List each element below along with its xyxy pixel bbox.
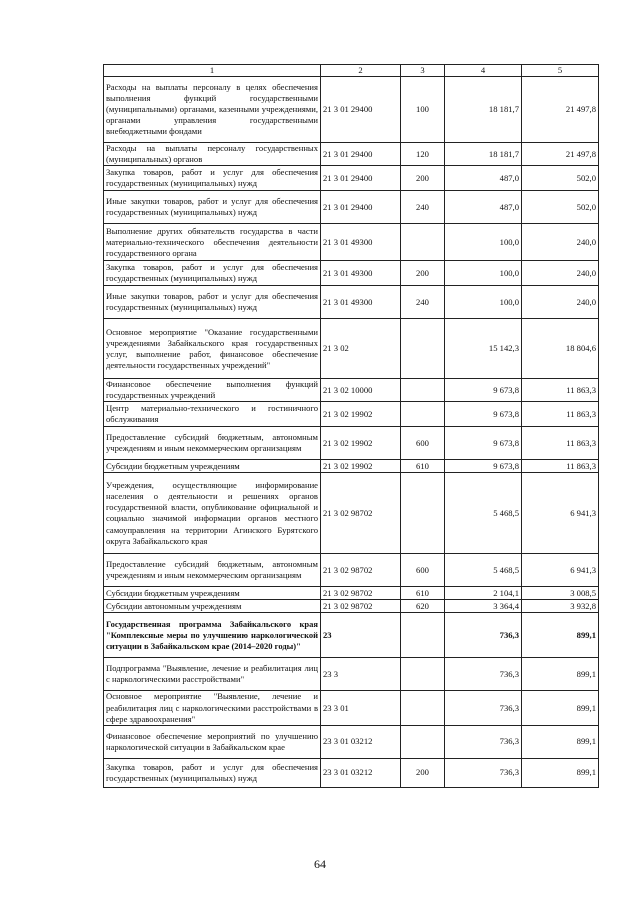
row-code: 23 3 01 [321, 691, 401, 725]
table-row [104, 319, 599, 379]
table-row [104, 758, 599, 787]
table-row [104, 691, 599, 725]
column-number-3: 3 [401, 65, 445, 77]
row-code: 21 3 01 29400 [321, 166, 401, 191]
row-amount-2017: 736,3 [445, 613, 522, 658]
row-name: Субсидии бюджетным учреждениям [104, 460, 321, 473]
table-row [104, 402, 599, 427]
row-amount-2017: 736,3 [445, 758, 522, 787]
row-code: 21 3 02 19902 [321, 402, 401, 427]
row-amount-2018: 502,0 [522, 191, 599, 224]
row-amount-2017: 100,0 [445, 224, 522, 261]
table-row [104, 473, 599, 554]
row-amount-2017: 100,0 [445, 286, 522, 319]
row-code: 21 3 02 98702 [321, 554, 401, 587]
row-amount-2018: 899,1 [522, 758, 599, 787]
row-expense-type: 200 [401, 166, 445, 191]
row-amount-2017: 2 104,1 [445, 587, 522, 600]
row-amount-2018: 240,0 [522, 224, 599, 261]
row-code: 21 3 01 29400 [321, 77, 401, 143]
row-name: Выполнение других обязательств государства в части материально-технического обеспечения деятельности государственного органа [104, 224, 321, 261]
row-code: 21 3 02 [321, 319, 401, 379]
row-amount-2018: 240,0 [522, 261, 599, 286]
budget-table [103, 64, 599, 788]
row-code: 23 3 01 03212 [321, 758, 401, 787]
row-code: 21 3 02 10000 [321, 379, 401, 402]
row-code: 23 3 [321, 658, 401, 691]
row-code: 23 [321, 613, 401, 658]
row-code: 21 3 02 19902 [321, 427, 401, 460]
row-amount-2017: 9 673,8 [445, 379, 522, 402]
row-name: Государственная программа Забайкальского края "Комплексные меры по улучшению наркологической ситуации в Забайкальском крае (2014–2020 годы)" [104, 613, 321, 658]
row-amount-2017: 3 364,4 [445, 600, 522, 613]
row-code: 21 3 01 49300 [321, 286, 401, 319]
table-row [104, 600, 599, 613]
page-number: 64 [314, 857, 326, 871]
table-row [104, 166, 599, 191]
table-row [104, 286, 599, 319]
row-amount-2018: 899,1 [522, 613, 599, 658]
row-expense-type: 620 [401, 600, 445, 613]
row-expense-type [401, 379, 445, 402]
row-amount-2017: 18 181,7 [445, 143, 522, 166]
table-row [104, 427, 599, 460]
row-amount-2018: 6 941,3 [522, 473, 599, 554]
row-expense-type: 100 [401, 77, 445, 143]
row-name: Финансовое обеспечение мероприятий по улучшению наркологической ситуации в Забайкальском крае [104, 725, 321, 758]
row-name: Основное мероприятие "Выявление, лечение и реабилитация лиц с наркологическими расстройствами в сфере здравоохранения" [104, 691, 321, 725]
row-expense-type: 610 [401, 460, 445, 473]
row-code: 21 3 02 98702 [321, 473, 401, 554]
table-row [104, 460, 599, 473]
table-row [104, 379, 599, 402]
table-row [104, 224, 599, 261]
column-number-row [104, 65, 599, 77]
row-amount-2017: 15 142,3 [445, 319, 522, 379]
row-amount-2018: 11 863,3 [522, 379, 599, 402]
row-name: Финансовое обеспечение выполнения функций государственных учреждений [104, 379, 321, 402]
row-amount-2018: 6 941,3 [522, 554, 599, 587]
row-amount-2017: 736,3 [445, 725, 522, 758]
row-expense-type [401, 658, 445, 691]
row-name: Иные закупки товаров, работ и услуг для обеспечения государственных (муниципальных) нужд [104, 286, 321, 319]
column-number-2: 2 [321, 65, 401, 77]
row-name: Учреждения, осуществляющие информирование населения о деятельности и решениях органов государственной власти, опубликование официальной и социально значимой информации органов местного самоуправления на территории Агинского Бурятского округа Забайкальского края [104, 473, 321, 554]
row-name: Закупка товаров, работ и услуг для обеспечения государственных (муниципальных) нужд [104, 758, 321, 787]
row-expense-type [401, 725, 445, 758]
row-expense-type [401, 402, 445, 427]
row-amount-2018: 240,0 [522, 286, 599, 319]
row-expense-type [401, 613, 445, 658]
row-amount-2018: 3 932,8 [522, 600, 599, 613]
row-code: 21 3 02 98702 [321, 587, 401, 600]
table-row [104, 77, 599, 143]
row-amount-2018: 502,0 [522, 166, 599, 191]
row-expense-type [401, 691, 445, 725]
row-name: Предоставление субсидий бюджетным, автономным учреждениям и иным некоммерческим организациям [104, 427, 321, 460]
table-row [104, 613, 599, 658]
row-name: Субсидии бюджетным учреждениям [104, 587, 321, 600]
row-name: Подпрограмма "Выявление, лечение и реабилитация лиц с наркологическими расстройствами" [104, 658, 321, 691]
row-name: Центр материально-технического и гостиничного обслуживания [104, 402, 321, 427]
row-amount-2017: 5 468,5 [445, 554, 522, 587]
row-name: Субсидии автономным учреждениям [104, 600, 321, 613]
table-row [104, 725, 599, 758]
row-code: 21 3 01 49300 [321, 261, 401, 286]
row-expense-type: 610 [401, 587, 445, 600]
row-amount-2017: 9 673,8 [445, 460, 522, 473]
row-amount-2017: 736,3 [445, 691, 522, 725]
column-number-1: 1 [104, 65, 321, 77]
row-expense-type: 600 [401, 427, 445, 460]
row-amount-2017: 736,3 [445, 658, 522, 691]
row-expense-type [401, 473, 445, 554]
table-row [104, 143, 599, 166]
column-number-4: 4 [445, 65, 522, 77]
row-expense-type: 240 [401, 191, 445, 224]
table-row [104, 587, 599, 600]
row-amount-2018: 21 497,8 [522, 143, 599, 166]
row-name: Основное мероприятие "Оказание государственными учреждениями Забайкальского края государственных услуг, выполнение работ, финансовое обеспечение деятельности государственных учреждений" [104, 319, 321, 379]
row-amount-2017: 5 468,5 [445, 473, 522, 554]
table-row [104, 554, 599, 587]
row-name: Закупка товаров, работ и услуг для обеспечения государственных (муниципальных) нужд [104, 261, 321, 286]
row-amount-2017: 487,0 [445, 191, 522, 224]
row-expense-type [401, 319, 445, 379]
row-code: 23 3 01 03212 [321, 725, 401, 758]
column-number-5: 5 [522, 65, 599, 77]
row-code: 21 3 01 29400 [321, 191, 401, 224]
row-expense-type: 200 [401, 758, 445, 787]
row-code: 21 3 01 49300 [321, 224, 401, 261]
row-amount-2017: 100,0 [445, 261, 522, 286]
row-expense-type: 200 [401, 261, 445, 286]
row-amount-2018: 18 804,6 [522, 319, 599, 379]
row-amount-2017: 487,0 [445, 166, 522, 191]
row-amount-2018: 899,1 [522, 691, 599, 725]
row-expense-type: 120 [401, 143, 445, 166]
row-expense-type: 600 [401, 554, 445, 587]
row-amount-2017: 9 673,8 [445, 427, 522, 460]
row-name: Закупка товаров, работ и услуг для обеспечения государственных (муниципальных) нужд [104, 166, 321, 191]
row-name: Расходы на выплаты персоналу государственных (муниципальных) органов [104, 143, 321, 166]
table-row [104, 191, 599, 224]
row-amount-2018: 11 863,3 [522, 427, 599, 460]
row-amount-2018: 11 863,3 [522, 460, 599, 473]
row-amount-2017: 9 673,8 [445, 402, 522, 427]
row-expense-type [401, 224, 445, 261]
row-name: Предоставление субсидий бюджетным, автономным учреждениям и иным некоммерческим организациям [104, 554, 321, 587]
row-code: 21 3 02 19902 [321, 460, 401, 473]
row-code: 21 3 02 98702 [321, 600, 401, 613]
table-row [104, 658, 599, 691]
row-amount-2017: 18 181,7 [445, 77, 522, 143]
row-amount-2018: 899,1 [522, 725, 599, 758]
row-amount-2018: 11 863,3 [522, 402, 599, 427]
row-name: Иные закупки товаров, работ и услуг для обеспечения государственных (муниципальных) нужд [104, 191, 321, 224]
row-expense-type: 240 [401, 286, 445, 319]
row-amount-2018: 899,1 [522, 658, 599, 691]
table-row [104, 261, 599, 286]
row-name: Расходы на выплаты персоналу в целях обеспечения выполнения функций государственными (муниципальными) органами, казенными учреждениями, органами управления государственными внебюджетными фондами [104, 77, 321, 143]
row-code: 21 3 01 29400 [321, 143, 401, 166]
row-amount-2018: 3 008,5 [522, 587, 599, 600]
row-amount-2018: 21 497,8 [522, 77, 599, 143]
